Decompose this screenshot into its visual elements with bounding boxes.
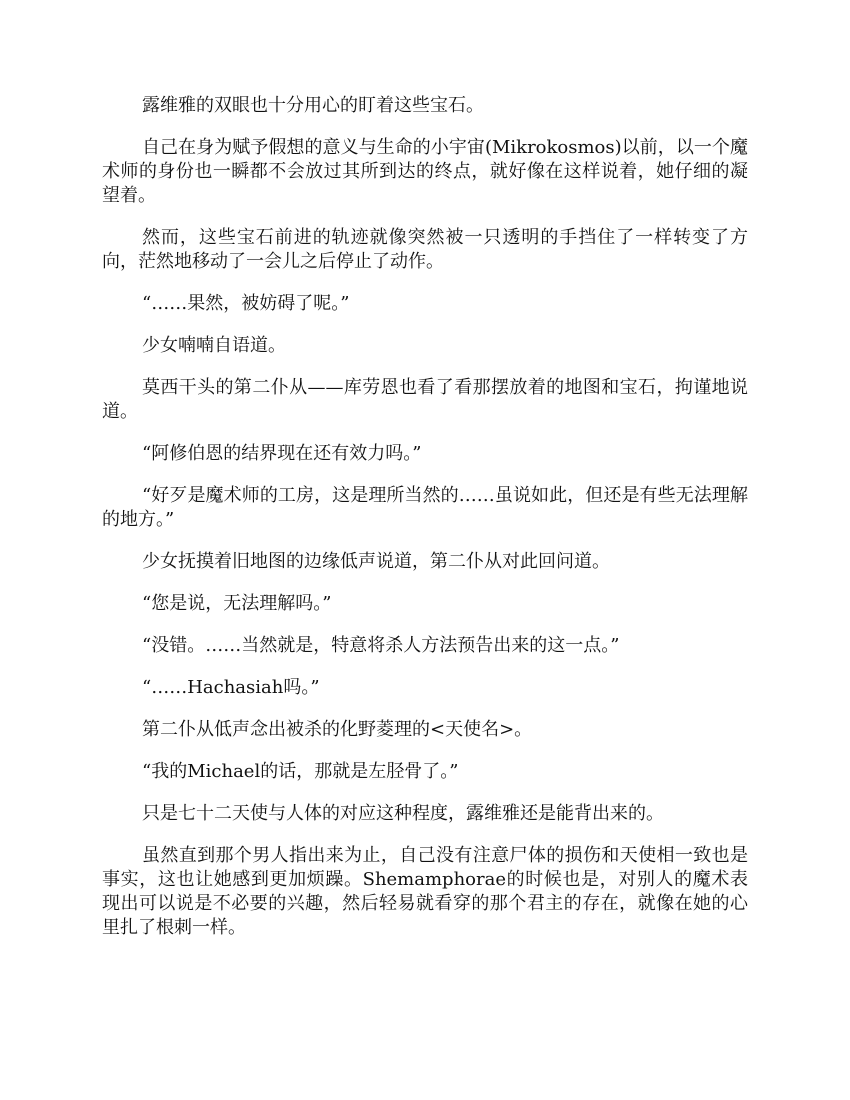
paragraph: 虽然直到那个男人指出来为止，自己没有注意尸体的损伤和天使相一致也是事实，这也让她感到更加烦躁。Shemamphorae的时候也是，对别人的魔术表现出可以说是不必要的兴趣，然后轻易就看穿的那个君主的存在，就像在她的心里扎了根刺一样。 [102, 845, 748, 938]
paragraph: 露维雅的双眼也十分用心的盯着这些宝石。 [142, 95, 484, 116]
paragraph: 少女抚摸着旧地图的边缘低声说道，第二仆从对此回问道。 [142, 551, 610, 572]
paragraph: “我的Michael的话，那就是左胫骨了。” [142, 761, 459, 782]
paragraph: 自己在身为赋予假想的意义与生命的小宇宙(Mikrokosmos)以前，以一个魔术师的身份也一瞬都不会放过其所到达的终点，就好像在这样说着，她仔细的凝望着。 [102, 137, 748, 206]
paragraph: 然而，这些宝石前进的轨迹就像突然被一只透明的手挡住了一样转变了方向，茫然地移动了一会儿之后停止了动作。 [102, 227, 748, 272]
paragraph: “……Hachasiah吗。” [142, 677, 320, 698]
paragraph: 只是七十二天使与人体的对应这种程度，露维雅还是能背出来的。 [142, 803, 664, 824]
paragraph: “阿修伯恩的结界现在还有效力吗。” [142, 443, 422, 464]
paragraph: “……果然，被妨碍了呢。” [142, 293, 350, 314]
paragraph: “您是说，无法理解吗。” [142, 593, 332, 614]
paragraph: 莫西干头的第二仆从——库劳恩也看了看那摆放着的地图和宝石，拘谨地说道。 [102, 377, 748, 422]
paragraph: “好歹是魔术师的工房，这是理所当然的……虽说如此，但还是有些无法理解的地方。” [102, 485, 748, 530]
document-page [102, 94, 748, 958]
paragraph: “没错。……当然就是，特意将杀人方法预告出来的这一点。” [142, 635, 620, 656]
paragraph: 第二仆从低声念出被杀的化野菱理的<天使名>。 [142, 719, 533, 740]
paragraph: 少女喃喃自语道。 [142, 335, 286, 356]
